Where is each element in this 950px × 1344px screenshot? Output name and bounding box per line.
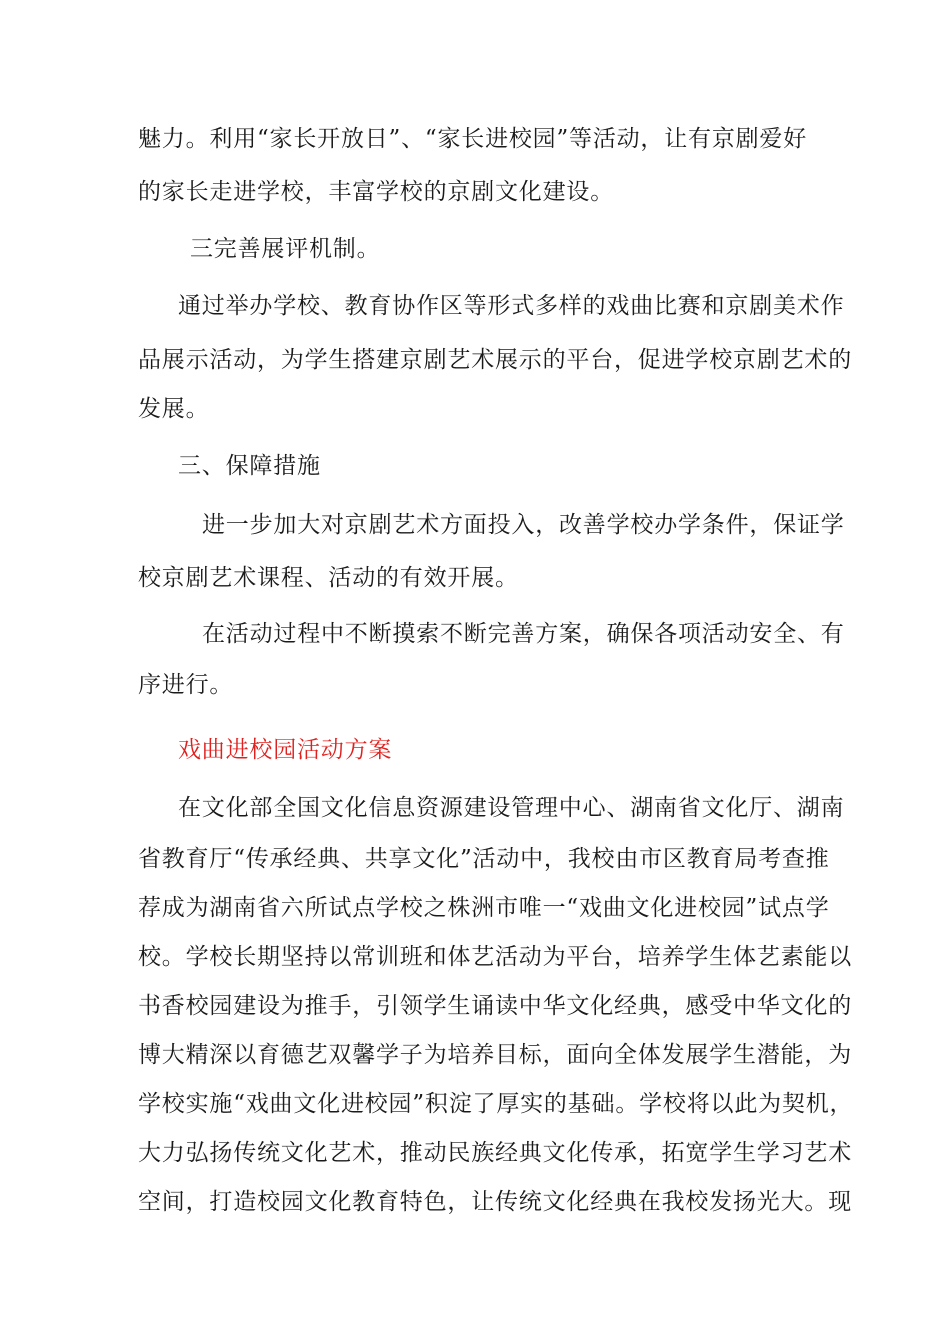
body-text-line: 省教育厅“传承经典、共享文化”活动中，我校由市区教育局考查推 xyxy=(138,846,830,872)
body-text-line: 空间，打造校园文化教育特色，让传统文化经典在我校发扬光大。现 xyxy=(138,1189,852,1215)
body-text-line: 通过举办学校、教育协作区等形式多样的戏曲比赛和京剧美术作 xyxy=(178,293,845,319)
body-text-line: 序进行。 xyxy=(138,672,234,698)
subheading-evaluation: 三完善展评机制。 xyxy=(190,236,381,262)
body-text-line: 在文化部全国文化信息资源建设管理中心、湖南省文化厅、湖南 xyxy=(178,795,845,821)
body-text-line: 在活动过程中不断摸索不断完善方案，确保各项活动安全、有 xyxy=(202,621,845,647)
section-title: 戏曲进校园活动方案 xyxy=(178,737,393,763)
body-text-line: 进一步加大对京剧艺术方面投入，改善学校办学条件，保证学 xyxy=(202,512,845,538)
body-text-line: 博大精深以育德艺双馨学子为培养目标，面向全体发展学生潜能，为 xyxy=(138,1042,852,1068)
body-text-line: 校京剧艺术课程、活动的有效开展。 xyxy=(138,565,519,591)
body-text-line: 书香校园建设为推手，引领学生诵读中华文化经典，感受中华文化的 xyxy=(138,993,852,1019)
body-text-line: 的家长走进学校，丰富学校的京剧文化建设。 xyxy=(138,179,614,205)
body-text-line: 荐成为湖南省六所试点学校之株洲市唯一“戏曲文化进校园”试点学 xyxy=(138,895,830,921)
body-text-line: 魅力。利用“家长开放日”、“家长进校园”等活动，让有京剧爱好 xyxy=(138,126,808,152)
section-heading-measures: 三、保障措施 xyxy=(178,453,321,479)
body-text-line: 发展。 xyxy=(138,396,210,422)
body-text-line: 大力弘扬传统文化艺术，推动民族经典文化传承，拓宽学生学习艺术 xyxy=(138,1140,852,1166)
body-text-line: 品展示活动，为学生搭建京剧艺术展示的平台，促进学校京剧艺术的 xyxy=(138,347,852,373)
body-text-line: 学校实施“戏曲文化进校园”积淀了厚实的基础。学校将以此为契机， xyxy=(138,1091,854,1117)
body-text-line: 校。学校长期坚持以常训班和体艺活动为平台，培养学生体艺素能以 xyxy=(138,944,852,970)
